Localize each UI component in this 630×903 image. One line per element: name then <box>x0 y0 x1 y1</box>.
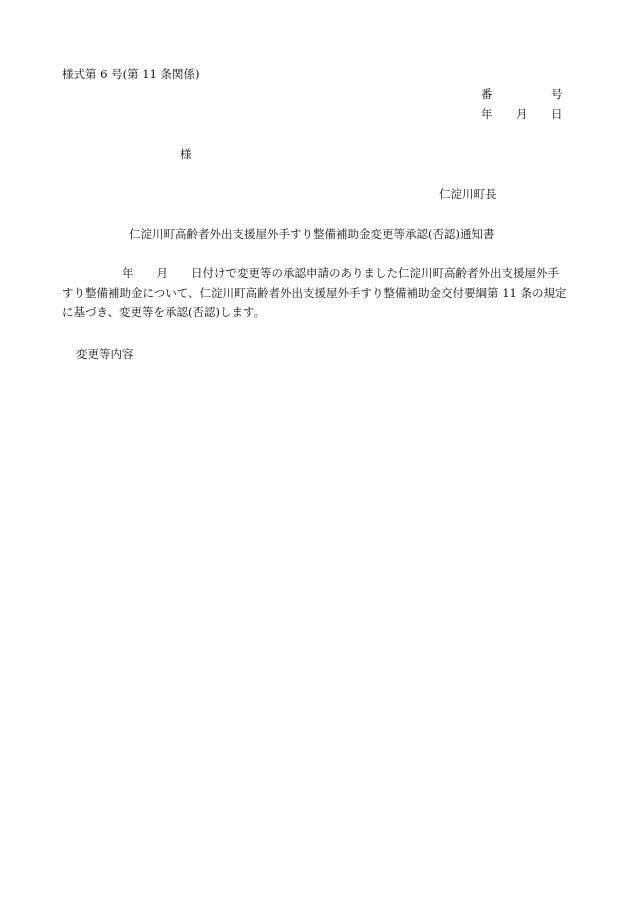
body-date-year: 年 <box>122 266 134 280</box>
document-title: 仁淀川町高齢者外出支援屋外手すり整備補助金変更等承認(否認)通知書 <box>129 227 495 241</box>
body-line-1 <box>62 264 574 284</box>
date-year-label: 年 <box>481 107 493 121</box>
document-number-label: 番 <box>481 87 493 101</box>
body-line-3: に基づき、変更等を承認(否認)します。 <box>62 305 266 319</box>
body-line-2: すり整備補助金について、仁淀川町高齢者外出支援屋外手すり整備補助金交付要綱第 11 条の規定 <box>62 285 567 300</box>
date-month-label: 月 <box>516 107 528 121</box>
issuer-name: 仁淀川町長 <box>439 187 497 201</box>
form-number: 様式第 6 号(第 11 条関係) <box>62 67 200 81</box>
body-paragraph <box>62 264 574 323</box>
body-line-1-text: 日付けで変更等の承認申請のありました仁淀川町高齢者外出支援屋外手 <box>191 266 559 280</box>
body-date-month: 月 <box>156 266 168 280</box>
date-day-label: 日 <box>551 107 563 121</box>
document-number-suffix: 号 <box>551 87 563 101</box>
addressee-suffix: 様 <box>180 147 192 161</box>
section-label: 変更等内容 <box>76 347 134 361</box>
